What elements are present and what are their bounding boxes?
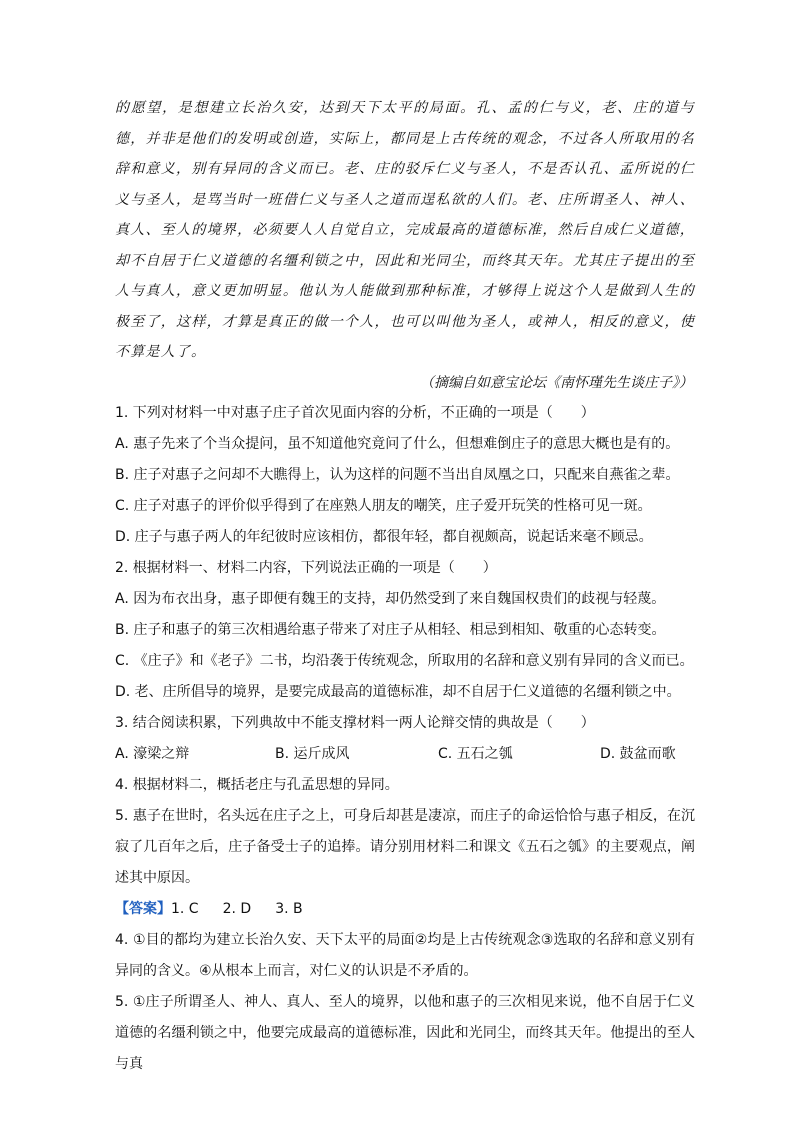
question-4-stem: 4. 根据材料二，概括老庄与孔孟思想的异同。 xyxy=(115,776,399,793)
question-2-option-c: C. 《庄子》和《老子》二书，均沿袭于传统观念，所取用的名辞和意义别有异同的含义而已。 xyxy=(115,652,694,669)
answer-5: 5. ①庄子所谓圣人、神人、真人、至人的境界，以他和惠子的三次相见来说，他不自居于仁义道德的名缰利锁之中，他要完成最高的道德标准，因此和光同尘，而终其天年。他提出的至人与真 xyxy=(115,993,695,1072)
answer-3: 3. B xyxy=(275,900,303,917)
answer-2: 2. D xyxy=(222,900,252,917)
question-2-stem: 2. 根据材料一、材料二内容，下列说法正确的一项是（ ） xyxy=(115,559,497,576)
question-3-option-d: D. 鼓盆而歌 xyxy=(600,745,676,762)
question-3-options xyxy=(115,739,695,770)
question-2-option-d: D. 老、庄所倡导的境界，是要完成最高的道德标准，却不自居于仁义道德的名缰利锁之中。 xyxy=(115,683,681,700)
passage-source: （摘编自如意宝论坛《南怀瑾先生谈庄子》） xyxy=(420,374,693,391)
document-page xyxy=(115,93,695,1080)
question-1-stem: 1. 下列对材料一中对惠子庄子首次见面内容的分析，不正确的一项是（ ） xyxy=(115,404,595,421)
question-1-option-c: C. 庄子对惠子的评价似乎得到了在座熟人朋友的嘲笑，庄子爱开玩笑的性格可见一斑。 xyxy=(115,497,652,514)
question-2-option-b: B. 庄子和惠子的第三次相遇给惠子带来了对庄子从相轻、相忌到相知、敬重的心态转变。 xyxy=(115,621,666,638)
answer-4: 4. ①目的都均为建立长治久安、天下太平的局面②均是上古传统观念③选取的名辞和意义别有异同的含义。④从根本上而言，对仁义的认识是不矛盾的。 xyxy=(115,931,695,979)
passage-text: 的愿望，是想建立长治久安，达到天下太平的局面。孔、孟的仁与义，老、庄的道与德，并非是他们的发明或创造，实际上，都同是上古传统的观念，不过各人所取用的名辞和意义，别有异同的含义而已。老、庄的驳斥仁义与圣人，不是否认孔、孟所说的仁义与圣人，是骂当时一班借仁义与圣人之道而逞私欲的人们。老、庄所谓圣人、神人、真人、至人的境界，必须要人人自觉自立，完成最高的道德标准，然后自成仁义道德，却不自居于仁义道德的名缰利锁之中，因此和光同尘，而终其天年。尤其庄子提出的至人与真人，意义更加明显。他认为人能做到那种标准，才够得上说这个人是做到人生的极至了，这样，才算是真正的做一个人，也可以叫他为圣人，或神人，相反的意义，使不算是人了。 xyxy=(115,100,695,360)
question-3-option-a: A. 濠梁之辩 xyxy=(115,745,190,762)
answer-line xyxy=(115,894,695,925)
answer-1: 1. C xyxy=(171,900,199,917)
question-1-option-d: D. 庄子与惠子两人的年纪彼时应该相仿，都很年轻，都自视颇高，说起话来毫不顾忌。 xyxy=(115,528,653,545)
question-1-option-b: B. 庄子对惠子之问却不大瞧得上，认为这样的问题不当出自凤凰之口，只配来自燕雀之辈。 xyxy=(115,466,680,483)
answer-label: 【答案】 xyxy=(115,900,171,917)
question-1-option-a: A. 惠子先来了个当众提问，虽不知道他究竟问了什么，但想难倒庄子的意思大概也是有的。 xyxy=(115,435,680,452)
question-3-option-c: C. 五石之瓠 xyxy=(438,745,513,762)
question-3-stem: 3. 结合阅读积累，下列典故中不能支撑材料一两人论辩交情的典故是（ ） xyxy=(115,714,595,731)
question-2-option-a: A. 因为布衣出身，惠子即便有魏王的支持，却仍然受到了来自魏国权贵们的歧视与轻蔑。 xyxy=(115,590,666,607)
question-3-option-b: B. 运斤成风 xyxy=(275,745,350,762)
question-5-stem: 5. 惠子在世时，名头远在庄子之上，可身后却甚是凄凉，而庄子的命运恰恰与惠子相反，在沉寂了几百年之后，庄子备受士子的追捧。请分别用材料二和课文《五石之瓠》的主要观点，阐述其中原因。 xyxy=(115,807,695,886)
